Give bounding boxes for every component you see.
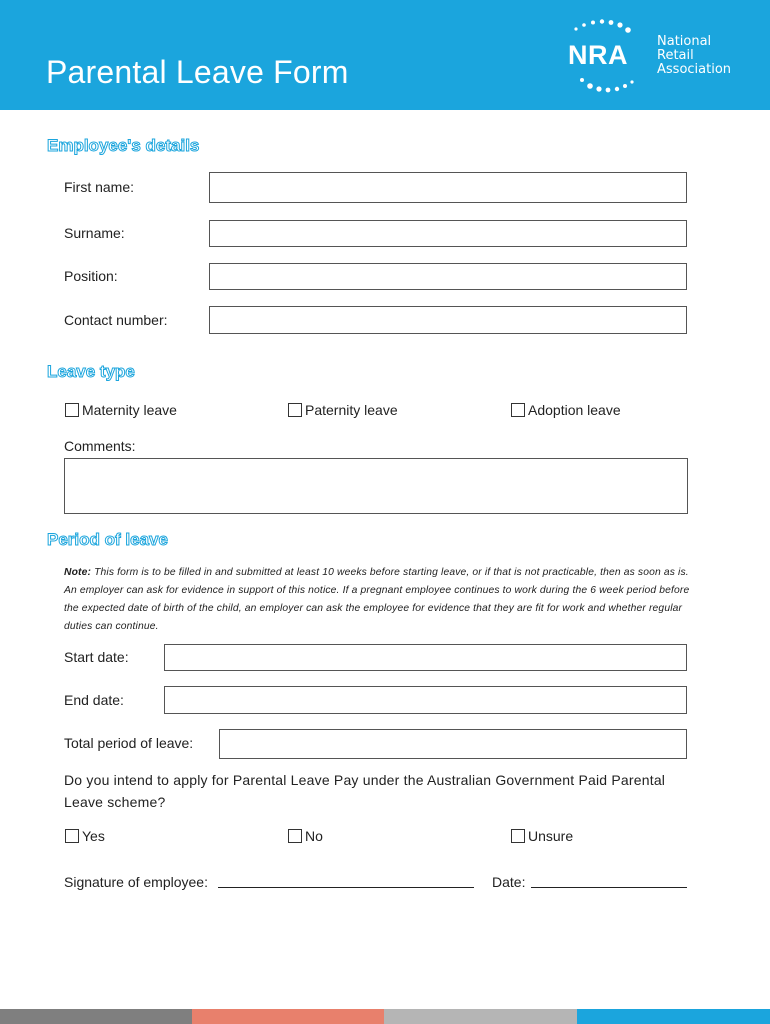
signature-line[interactable] — [218, 873, 474, 888]
logo-line-2: Retail — [657, 48, 694, 63]
total-period-field — [219, 729, 687, 759]
first-name-input[interactable] — [210, 173, 686, 202]
adoption-leave-option[interactable] — [511, 402, 621, 418]
section-title-employee-details: Employee's details — [47, 136, 200, 155]
adoption-label: Adoption leave — [528, 402, 621, 418]
nra-logo — [562, 16, 762, 96]
no-label: No — [305, 828, 323, 844]
paternity-leave-option[interactable] — [288, 402, 398, 418]
date-label: Date: — [492, 874, 526, 890]
start-date-label: Start date: — [64, 649, 129, 665]
unsure-option[interactable] — [511, 828, 573, 844]
section-title-leave-type: Leave type — [47, 362, 135, 381]
adoption-checkbox[interactable] — [511, 403, 525, 417]
total-period-label: Total period of leave: — [64, 735, 194, 751]
note-prefix: Note: — [64, 567, 92, 578]
page-title: Parental Leave Form — [46, 54, 349, 90]
surname-label: Surname: — [64, 225, 125, 241]
paternity-checkbox[interactable] — [288, 403, 302, 417]
maternity-leave-option[interactable] — [65, 402, 177, 418]
yes-checkbox[interactable] — [65, 829, 79, 843]
section-title-period-of-leave: Period of leave — [47, 530, 168, 549]
header-banner — [0, 0, 770, 110]
contact-number-field — [209, 306, 687, 334]
footer-bar-grey — [0, 1009, 192, 1024]
position-field — [209, 263, 687, 290]
unsure-label: Unsure — [528, 828, 574, 844]
first-name-field — [209, 172, 687, 203]
position-label: Position: — [64, 268, 118, 284]
note-text: This form is to be filled in and submitted at least 10 weeks before starting leave, or if that is not practicable, then as soon as is. An employer can ask for evidence in support of this notice. If a pregnant employee continues to work during the 6 week period before the expected date of birth of the child, an employer can ask the employee for evidence that they are fit for work and whether regular duties can continue. — [64, 567, 690, 632]
comments-field — [64, 458, 688, 514]
unsure-checkbox[interactable] — [511, 829, 525, 843]
logo-line-1: National — [657, 34, 712, 49]
footer-bar-blue — [577, 1009, 770, 1024]
comments-textarea[interactable] — [65, 459, 687, 513]
yes-option[interactable] — [65, 828, 105, 844]
yes-label: Yes — [82, 828, 105, 844]
note-paragraph — [64, 564, 692, 636]
surname-input[interactable] — [210, 221, 686, 246]
date-line[interactable] — [531, 873, 687, 888]
comments-label: Comments: — [64, 438, 136, 454]
no-option[interactable] — [288, 828, 323, 844]
logo-wordmark — [657, 35, 731, 77]
first-name-label: First name: — [64, 179, 135, 195]
end-date-label: End date: — [64, 692, 124, 708]
logo-acronym: NRA — [568, 40, 628, 70]
total-period-input[interactable] — [220, 730, 686, 758]
end-date-field — [164, 686, 687, 714]
parental-leave-pay-question: Do you intend to apply for Parental Leave Pay under the Australian Government Paid Parental Leave scheme? — [64, 772, 666, 810]
start-date-input[interactable] — [165, 645, 686, 670]
maternity-checkbox[interactable] — [65, 403, 79, 417]
position-input[interactable] — [210, 264, 686, 289]
end-date-input[interactable] — [165, 687, 686, 713]
signature-label: Signature of employee: — [64, 874, 208, 890]
start-date-field — [164, 644, 687, 671]
surname-field — [209, 220, 687, 247]
no-checkbox[interactable] — [288, 829, 302, 843]
contact-number-label: Contact number: — [64, 312, 168, 328]
logo-line-3: Association — [657, 62, 732, 77]
contact-number-input[interactable] — [210, 307, 686, 333]
paternity-label: Paternity leave — [305, 402, 398, 418]
maternity-label: Maternity leave — [82, 402, 177, 418]
footer-bar-coral — [192, 1009, 384, 1024]
footer-bar-light-grey — [384, 1009, 577, 1024]
